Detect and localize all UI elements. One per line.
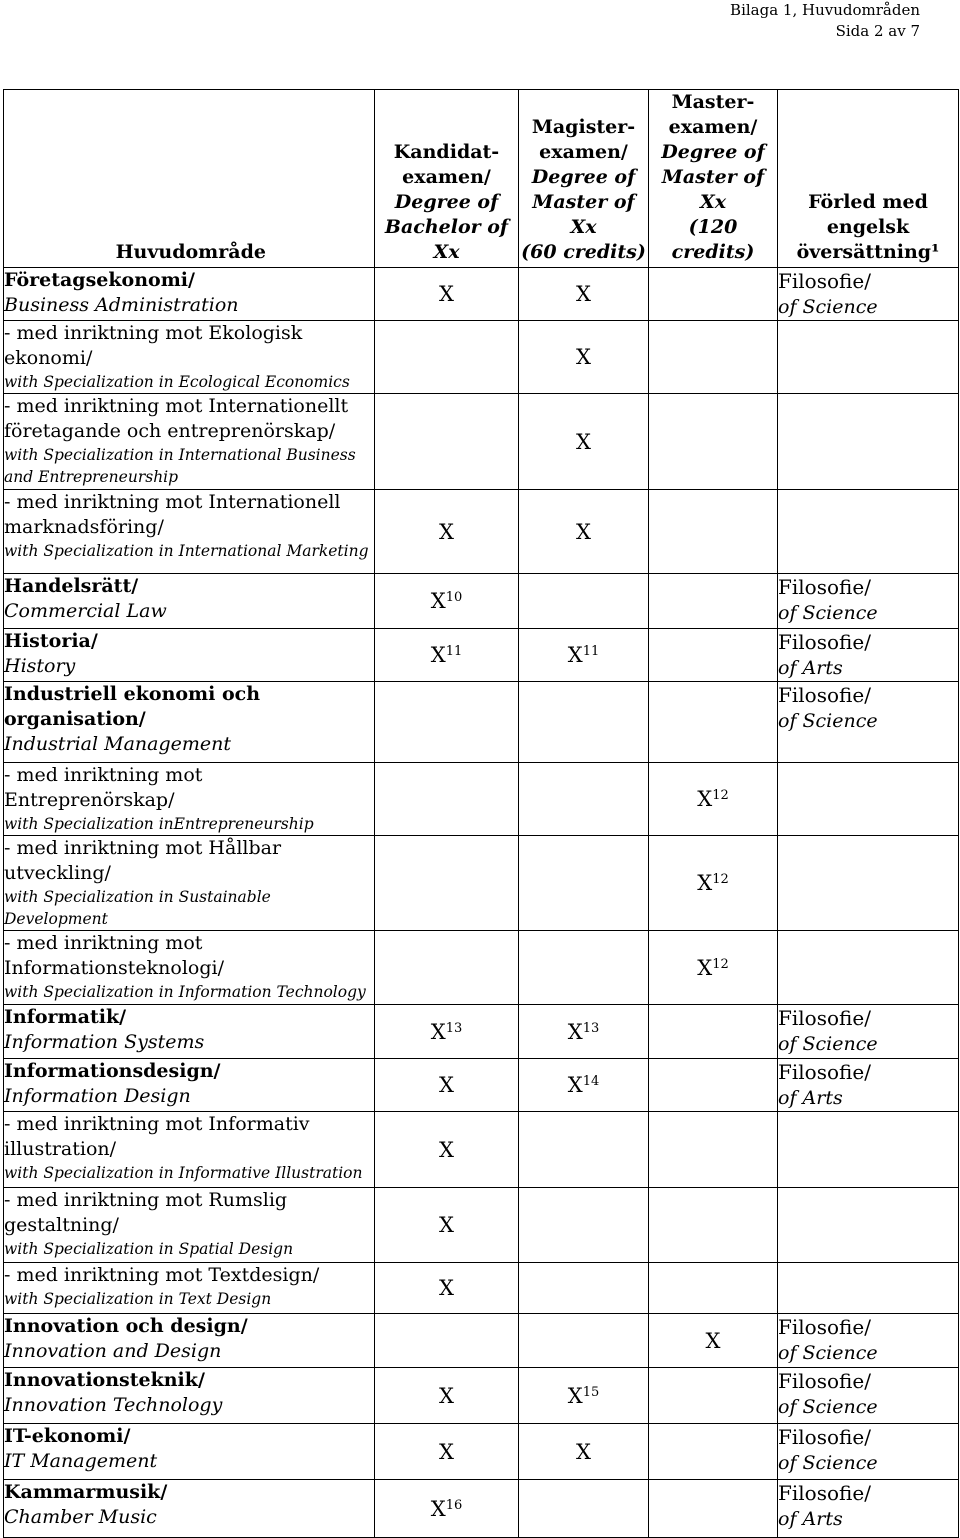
- area-name-english: History: [4, 655, 76, 677]
- footnote-ref: 10: [445, 590, 463, 605]
- table-row: [4, 1368, 959, 1424]
- area-name-swedish: Informatik/: [4, 1006, 127, 1028]
- master-mark-cell: [649, 1188, 778, 1263]
- master-mark-cell: [649, 1424, 778, 1480]
- translation-cell: [778, 1059, 959, 1112]
- magister-mark-cell: [519, 574, 649, 629]
- translation-cell: [778, 1263, 959, 1314]
- area-name-swedish: - med inriktning mot Hållbar utveckling/: [4, 837, 282, 884]
- kandidat-mark: X: [439, 1383, 454, 1408]
- area-cell: [4, 1005, 375, 1059]
- translation-cell: [778, 629, 959, 682]
- magister-mark: X: [567, 1073, 583, 1097]
- translation-prefix: Filosofie/: [778, 630, 871, 654]
- area-cell: [4, 268, 375, 321]
- area-name-swedish: - med inriktning mot Textdesign/: [4, 1264, 320, 1286]
- kandidat-mark: X: [430, 1019, 446, 1044]
- table-header-row: [4, 90, 959, 268]
- master-mark-cell: [649, 836, 778, 931]
- master-mark-cell: [649, 394, 778, 490]
- area-cell: [4, 1480, 375, 1538]
- master-mark-cell: [649, 682, 778, 763]
- area-cell: [4, 1059, 375, 1112]
- kandidat-mark: X: [430, 643, 446, 667]
- area-cell: [4, 321, 375, 394]
- translation-cell: [778, 574, 959, 629]
- kandidat-mark-cell: [375, 1059, 519, 1112]
- area-name-swedish: - med inriktning mot Internationellt företagande och entreprenörskap/: [4, 395, 349, 442]
- area-cell: [4, 836, 375, 931]
- translation-prefix: Filosofie/: [778, 269, 871, 293]
- area-name-english: Industrial Management: [4, 733, 232, 755]
- kandidat-mark: X: [430, 1496, 446, 1521]
- translation-cell: [778, 1005, 959, 1059]
- area-cell: [4, 1368, 375, 1424]
- footnote-ref: 14: [582, 1074, 600, 1089]
- area-name-swedish: Företagsekonomi/: [4, 269, 195, 291]
- table-row: [4, 763, 959, 836]
- area-cell: [4, 682, 375, 763]
- translation-english: of Science: [778, 296, 878, 318]
- kandidat-mark-cell: [375, 763, 519, 836]
- kandidat-mark-cell: [375, 1314, 519, 1368]
- area-name-english: with Specialization in Ecological Economics: [4, 373, 350, 391]
- table-row: [4, 1005, 959, 1059]
- translation-prefix: Filosofie/: [778, 1315, 871, 1339]
- translation-english: of Science: [778, 710, 878, 732]
- kandidat-mark: X: [430, 589, 446, 613]
- area-name-swedish: Innovationsteknik/: [4, 1369, 205, 1391]
- translation-english: of Arts: [778, 1508, 843, 1530]
- master-mark-cell: [649, 1368, 778, 1424]
- area-name-english: Information Systems: [4, 1031, 205, 1053]
- translation-prefix: Filosofie/: [778, 1425, 871, 1449]
- magister-mark-cell: [519, 763, 649, 836]
- table-row: [4, 1263, 959, 1314]
- kandidat-mark: X: [439, 282, 454, 306]
- master-mark: X: [697, 871, 713, 895]
- magister-mark-cell: [519, 1314, 649, 1368]
- translation-cell: [778, 1314, 959, 1368]
- magister-mark-cell: [519, 1424, 649, 1480]
- col-master-header: Master- examen/ Degree of Master of Xx (120 credits): [649, 90, 778, 268]
- translation-prefix: Filosofie/: [778, 1481, 871, 1505]
- master-mark: X: [697, 787, 713, 811]
- master-mark-cell: [649, 629, 778, 682]
- magister-mark: X: [567, 1383, 583, 1408]
- degree-table: [3, 89, 959, 1538]
- area-cell: [4, 1424, 375, 1480]
- translation-cell: [778, 682, 959, 763]
- appendix-label: Bilaga 1, Huvudområden: [730, 1, 920, 19]
- translation-english: of Arts: [778, 1087, 843, 1109]
- translation-english: of Science: [778, 602, 878, 624]
- magister-mark-cell: [519, 268, 649, 321]
- master-mark: X: [697, 955, 713, 980]
- translation-prefix: Filosofie/: [778, 1060, 871, 1084]
- master-mark-cell: [649, 1112, 778, 1188]
- area-name-swedish: IT-ekonomi/: [4, 1425, 131, 1447]
- translation-cell: [778, 1480, 959, 1538]
- table-row: [4, 268, 959, 321]
- magister-mark-cell: [519, 1112, 649, 1188]
- translation-cell: [778, 763, 959, 836]
- magister-mark-cell: [519, 490, 649, 574]
- page-number: Sida 2 av 7: [835, 22, 920, 40]
- translation-english: of Arts: [778, 657, 843, 679]
- kandidat-mark-cell: [375, 836, 519, 931]
- table-row: [4, 931, 959, 1005]
- kandidat-mark: X: [439, 1073, 454, 1097]
- magister-mark-cell: [519, 1188, 649, 1263]
- kandidat-mark-cell: [375, 321, 519, 394]
- kandidat-mark-cell: [375, 931, 519, 1005]
- master-mark-cell: [649, 1314, 778, 1368]
- area-name-english: with Specialization in Informative Illustration: [4, 1164, 363, 1182]
- area-name-swedish: - med inriktning mot Entreprenörskap/: [4, 764, 203, 811]
- area-name-english: with Specialization in Text Design: [4, 1290, 272, 1308]
- magister-mark: X: [567, 1019, 583, 1044]
- area-cell: [4, 763, 375, 836]
- area-cell: [4, 1112, 375, 1188]
- magister-mark-cell: [519, 1005, 649, 1059]
- kandidat-mark-cell: [375, 268, 519, 321]
- magister-mark: X: [576, 282, 591, 306]
- table-row: [4, 1424, 959, 1480]
- table-row: [4, 1314, 959, 1368]
- table-row: [4, 836, 959, 931]
- kandidat-mark-cell: [375, 1424, 519, 1480]
- area-name-swedish: - med inriktning mot Informationsteknologi/: [4, 932, 225, 979]
- footnote-ref: 16: [445, 1497, 463, 1513]
- table-row: [4, 394, 959, 490]
- area-name-swedish: Handelsrätt/: [4, 575, 139, 597]
- kandidat-mark-cell: [375, 574, 519, 629]
- translation-prefix: Filosofie/: [778, 575, 871, 599]
- translation-prefix: Filosofie/: [778, 1006, 871, 1030]
- area-name-english: Commercial Law: [4, 600, 167, 622]
- master-mark-cell: [649, 1480, 778, 1538]
- table-row: [4, 1112, 959, 1188]
- magister-mark: X: [576, 1439, 591, 1464]
- area-name-english: Innovation Technology: [4, 1394, 223, 1416]
- translation-cell: [778, 1424, 959, 1480]
- footnote-ref: 12: [712, 956, 729, 972]
- translation-cell: [778, 321, 959, 394]
- table-row: [4, 1059, 959, 1112]
- area-name-english: with Specialization in Spatial Design: [4, 1240, 294, 1258]
- magister-mark-cell: [519, 321, 649, 394]
- kandidat-mark-cell: [375, 682, 519, 763]
- area-name-swedish: - med inriktning mot Informativ illustration/: [4, 1113, 310, 1160]
- master-mark-cell: [649, 574, 778, 629]
- area-name-swedish: Informationsdesign/: [4, 1060, 221, 1082]
- area-cell: [4, 394, 375, 490]
- area-name-english: with Specialization inEntrepreneurship: [4, 815, 314, 833]
- master-mark-cell: [649, 321, 778, 394]
- area-name-english: IT Management: [4, 1450, 158, 1472]
- translation-prefix: Filosofie/: [778, 683, 871, 707]
- magister-mark: X: [576, 345, 591, 369]
- area-name-swedish: - med inriktning mot Internationell marknadsföring/: [4, 491, 341, 538]
- kandidat-mark-cell: [375, 1005, 519, 1059]
- master-mark-cell: [649, 1059, 778, 1112]
- footnote-ref: 13: [445, 1020, 463, 1036]
- kandidat-mark-cell: [375, 1368, 519, 1424]
- area-name-swedish: Innovation och design/: [4, 1315, 248, 1337]
- footnote-ref: 15: [582, 1384, 600, 1400]
- master-mark-cell: [649, 490, 778, 574]
- master-mark-cell: [649, 1263, 778, 1314]
- area-name-english: Innovation and Design: [4, 1340, 222, 1362]
- page-header: [730, 0, 920, 42]
- col-kandidat-header: Kandidat- examen/ Degree of Bachelor of Xx: [375, 90, 519, 268]
- table-row: [4, 1480, 959, 1538]
- translation-cell: [778, 836, 959, 931]
- table-row: [4, 629, 959, 682]
- kandidat-mark: X: [439, 1439, 454, 1464]
- table-row: [4, 682, 959, 763]
- magister-mark-cell: [519, 1263, 649, 1314]
- footnote-ref: 13: [582, 1020, 600, 1036]
- translation-english: of Science: [778, 1033, 878, 1055]
- area-cell: [4, 1314, 375, 1368]
- magister-mark-cell: [519, 1480, 649, 1538]
- magister-mark-cell: [519, 1059, 649, 1112]
- kandidat-mark-cell: [375, 1188, 519, 1263]
- translation-cell: [778, 1112, 959, 1188]
- footnote-ref: 11: [445, 644, 463, 659]
- master-mark-cell: [649, 931, 778, 1005]
- translation-cell: [778, 931, 959, 1005]
- area-name-english: Chamber Music: [4, 1506, 157, 1528]
- master-mark: X: [705, 1328, 721, 1353]
- magister-mark-cell: [519, 682, 649, 763]
- area-name-swedish: Historia/: [4, 630, 98, 652]
- footnote-ref: 11: [582, 644, 600, 659]
- table-row: [4, 321, 959, 394]
- kandidat-mark-cell: [375, 1112, 519, 1188]
- area-name-english: with Specialization in Sustainable Development: [4, 888, 271, 928]
- area-cell: [4, 1263, 375, 1314]
- area-cell: [4, 490, 375, 574]
- translation-english: of Science: [778, 1396, 878, 1418]
- magister-mark: X: [567, 643, 583, 667]
- col-forled-header: Förled med engelsk översättning¹: [778, 90, 959, 268]
- magister-mark-cell: [519, 1368, 649, 1424]
- area-cell: [4, 574, 375, 629]
- table-row: [4, 1188, 959, 1263]
- kandidat-mark-cell: [375, 1263, 519, 1314]
- area-name-english: with Specialization in International Business and Entrepreneurship: [4, 446, 356, 486]
- master-mark-cell: [649, 763, 778, 836]
- kandidat-mark-cell: [375, 490, 519, 574]
- col-area-header: Huvudområde: [4, 90, 375, 268]
- area-name-swedish: - med inriktning mot Ekologisk ekonomi/: [4, 322, 303, 369]
- area-name-swedish: Kammarmusik/: [4, 1481, 168, 1503]
- translation-prefix: Filosofie/: [778, 1369, 871, 1393]
- translation-cell: [778, 268, 959, 321]
- col-magister-header: Magister- examen/ Degree of Master of Xx (60 credits): [519, 90, 649, 268]
- translation-cell: [778, 394, 959, 490]
- area-cell: [4, 931, 375, 1005]
- table-row: [4, 490, 959, 574]
- translation-cell: [778, 1368, 959, 1424]
- magister-mark: X: [576, 519, 591, 544]
- kandidat-mark: X: [439, 1276, 454, 1300]
- area-name-english: Information Design: [4, 1085, 191, 1107]
- area-name-swedish: - med inriktning mot Rumslig gestaltning/: [4, 1189, 288, 1236]
- area-name-english: with Specialization in International Marketing: [4, 542, 369, 560]
- translation-english: of Science: [778, 1452, 878, 1474]
- kandidat-mark: X: [439, 1137, 454, 1162]
- master-mark-cell: [649, 1005, 778, 1059]
- translation-cell: [778, 490, 959, 574]
- footnote-ref: 12: [712, 872, 729, 887]
- magister-mark: X: [576, 429, 591, 454]
- kandidat-mark-cell: [375, 629, 519, 682]
- area-name-english: Business Administration: [4, 294, 239, 316]
- kandidat-mark: X: [439, 1213, 454, 1237]
- magister-mark-cell: [519, 394, 649, 490]
- magister-mark-cell: [519, 836, 649, 931]
- kandidat-mark: X: [439, 519, 454, 544]
- area-name-english: with Specialization in Information Technology: [4, 983, 366, 1001]
- kandidat-mark-cell: [375, 1480, 519, 1538]
- area-cell: [4, 1188, 375, 1263]
- magister-mark-cell: [519, 931, 649, 1005]
- magister-mark-cell: [519, 629, 649, 682]
- footnote-ref: 12: [712, 788, 729, 803]
- master-mark-cell: [649, 268, 778, 321]
- translation-english: of Science: [778, 1342, 878, 1364]
- area-name-swedish: Industriell ekonomi och organisation/: [4, 683, 261, 730]
- kandidat-mark-cell: [375, 394, 519, 490]
- table-row: [4, 574, 959, 629]
- area-cell: [4, 629, 375, 682]
- translation-cell: [778, 1188, 959, 1263]
